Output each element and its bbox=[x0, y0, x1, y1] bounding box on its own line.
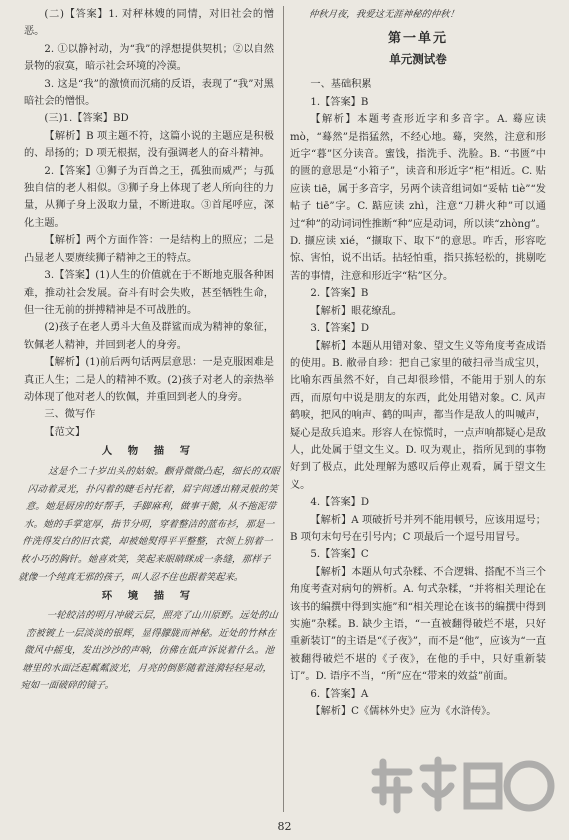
left-paragraphs bbox=[24, 6, 274, 441]
left-paragraph: 2. ①以静衬动，为“我”的浮想提供契机；②以自然景物的寂寞，暗示社会环境的冷漠。 bbox=[24, 43, 274, 73]
left-paragraph: (二)【答案】1. 对秤林嫂的同情，对旧社会的憎恶。 bbox=[24, 9, 274, 38]
right-paragraph: 4.【答案】D bbox=[310, 497, 370, 509]
unit-title: 第一单元 bbox=[387, 30, 448, 46]
unit-subtitle: 单元测试卷 bbox=[389, 52, 447, 66]
left-paragraph: 【解析】(1)前后两句话两层意思：一是克服困难是真正人生；二是人的精神不败。(2)孩子对老人的亲热举动体现了他对老人的钦佩，并重回到老人的身旁。 bbox=[24, 357, 274, 403]
left-paragraph: 三、微写作 bbox=[44, 409, 96, 421]
left-paragraph: 【范文】 bbox=[44, 426, 86, 438]
essay-character-body: 这是个二十岁出头的姑娘。颧骨微微凸起，细长的双眼闪动着灵光，扑闪着的睫毛衬托着，眉宇间透出精灵般的笑意。她是厨房的好帮手，手脚麻利，做事干脆，从不拖泥带水。她的手掌宽厚，指节分明，穿着整洁的蓝布衫，那是一件洗得发白的旧衣裳，却被她熨得平平整整，衣领上别着一枚小巧的胸针。她喜欢笑，笑起来眼睛眯成一条缝，那样子就像一个纯真无邪的孩子，叫人忍不住也跟着笑起来。 bbox=[17, 465, 281, 583]
right-paragraph: 【解析】C《儒林外史》应为《水浒传》。 bbox=[310, 706, 497, 718]
left-column bbox=[17, 6, 281, 695]
right-paragraph: 5.【答案】C bbox=[310, 549, 369, 561]
right-paragraph: 【解析】眼花缭乱。 bbox=[310, 305, 403, 317]
essay-title-environment: 环 境 描 写 bbox=[101, 589, 197, 602]
watermark-logo-icon bbox=[361, 752, 561, 836]
essay-title-character: 人 物 描 写 bbox=[101, 445, 197, 458]
left-paragraph: 2.【答案】①狮子为百兽之王，孤独而威严；与孤独自信的老人相似。③狮子身上体现了老人所向往的力量，从狮子身上汲取力量，不断进取。③首尾呼应，深化主题。 bbox=[24, 165, 274, 229]
right-paragraph: 【解析】A 项破折号并列不能用顿号，应该用逗号；B 项句末句号在引号内；C 项最后一个逗号用冒号。 bbox=[290, 514, 546, 543]
right-paragraph: 一、基础积累 bbox=[310, 79, 372, 91]
left-paragraph: 3.【答案】(1)人生的价值就在于不断地克服各种困难，推动社会发展。奋斗有时会失败，甚至牺牲生命，但一往无前的拼搏精神是不可战胜的。 bbox=[24, 270, 274, 316]
left-paragraph: 3. 这是“我”的激愤而沉痛的反语，表现了“我”对黑暗社会的憎恨。 bbox=[24, 78, 274, 108]
right-paragraph: 6.【答案】A bbox=[310, 688, 369, 700]
essay-environment-body: 一轮皎洁的明月冲破云层，照亮了山川原野。远处的山峦被镀上一层淡淡的银辉，显得朦胧而神秘。近处的竹林在微风中摇曳，发出沙沙的声响，仿佛在低声诉说着什么。池塘里的水面泛起粼粼波光，月亮的倒影随着涟漪轻轻晃动，宛如一面破碎的镜子。 bbox=[19, 610, 279, 692]
left-paragraph: (三)1.【答案】BD bbox=[44, 113, 129, 125]
right-paragraph: 1.【答案】B bbox=[310, 96, 369, 108]
left-paragraph: 【解析】两个方面作答：一是结构上的照应；二是凸显老人要赓续狮子精神之王的特点。 bbox=[24, 235, 274, 264]
right-paragraph: 【解析】本题考查形近字和多音字。A. 蓦应读 mò，“蓦然”是指猛然，不经心地。蓦，突然，注意和形近字“暮”区分读音。蜜饯，指洗手、洗脸。B. “书匮”中的匮的意思是“小箱子”，读音和形近字“柜”相近。C. 贴应读 tiē，属于多音字，另两个读音组词如“妥帖 tiè”“发帖子 tiē”字。C. 踮应读 zhì，注意“刀耕火种”可以通过“种”的动词词性推断“种”应是动词，所以读“zhòng”。D. 撷应读 xié，“撷取下、取下”的意思。咋舌，形容吃惊、害怕，说不出话。拈轻怕重，指只拣轻松的，挑剔吃苦的事情，注意和形近字“粘”区分。 bbox=[290, 114, 546, 282]
right-paragraph: 【解析】本题从用错对象、望文生义等角度考查成语的使用。B. 敝帚自珍：把自己家里的破扫帚当成宝贝，比喻东西虽然不好，自己却很珍惜，不能用于别人的东西，而原句中说是朋友的东西，此处用错对象。C. 风声鹤唳，把风的响声、鹤的叫声，都当作是敌人的叫喊声，疑心是敌兵追来。形容人在惊慌时，一点声响都疑心是敌人，此处属于望文生义。D. 叹为观止，指所见到的事物好到了极点，此处理解为感叹后停止观看，属于望文生义。 bbox=[290, 340, 546, 491]
right-paragraph: 3.【答案】D bbox=[310, 323, 370, 335]
right-column bbox=[290, 6, 546, 720]
right-paragraphs bbox=[290, 76, 546, 720]
right-paragraph: 2.【答案】B bbox=[310, 288, 369, 300]
page-number: 82 bbox=[277, 820, 292, 833]
left-paragraph: (2)孩子在老人勇斗大鱼及群鲨而成为精神的象征，钦佩老人精神，并回到老人的身旁。 bbox=[24, 322, 274, 351]
column-divider bbox=[283, 6, 284, 812]
right-paragraph: 【解析】本题从句式杂糅、不合逻辑、搭配不当三个角度考查对病句的辨析。A. 句式杂糅，“并将相关理论在该书的编撰中得到实施”和“相关理论在该书的编撰中得到实施”杂糅。B. 缺少主语，“一直被翻得破烂不堪，只好重新装订”的主语是“《子夜》”，而不是“他”，应该为“一直被翻得破烂不堪的《子夜》，在他的手中，只好重新装订”。D. 语序不当，“所”应在“带来的效益”前面。 bbox=[290, 566, 546, 683]
left-paragraph: 【解析】B 项主题不符，这篇小说的主题应是积极的、昂扬的；D 项无根据，没有强调老人的奋斗精神。 bbox=[24, 130, 274, 160]
essay-continuation: 仲秋月夜，我爱这无涯神秘的仲秋！ bbox=[308, 9, 460, 20]
